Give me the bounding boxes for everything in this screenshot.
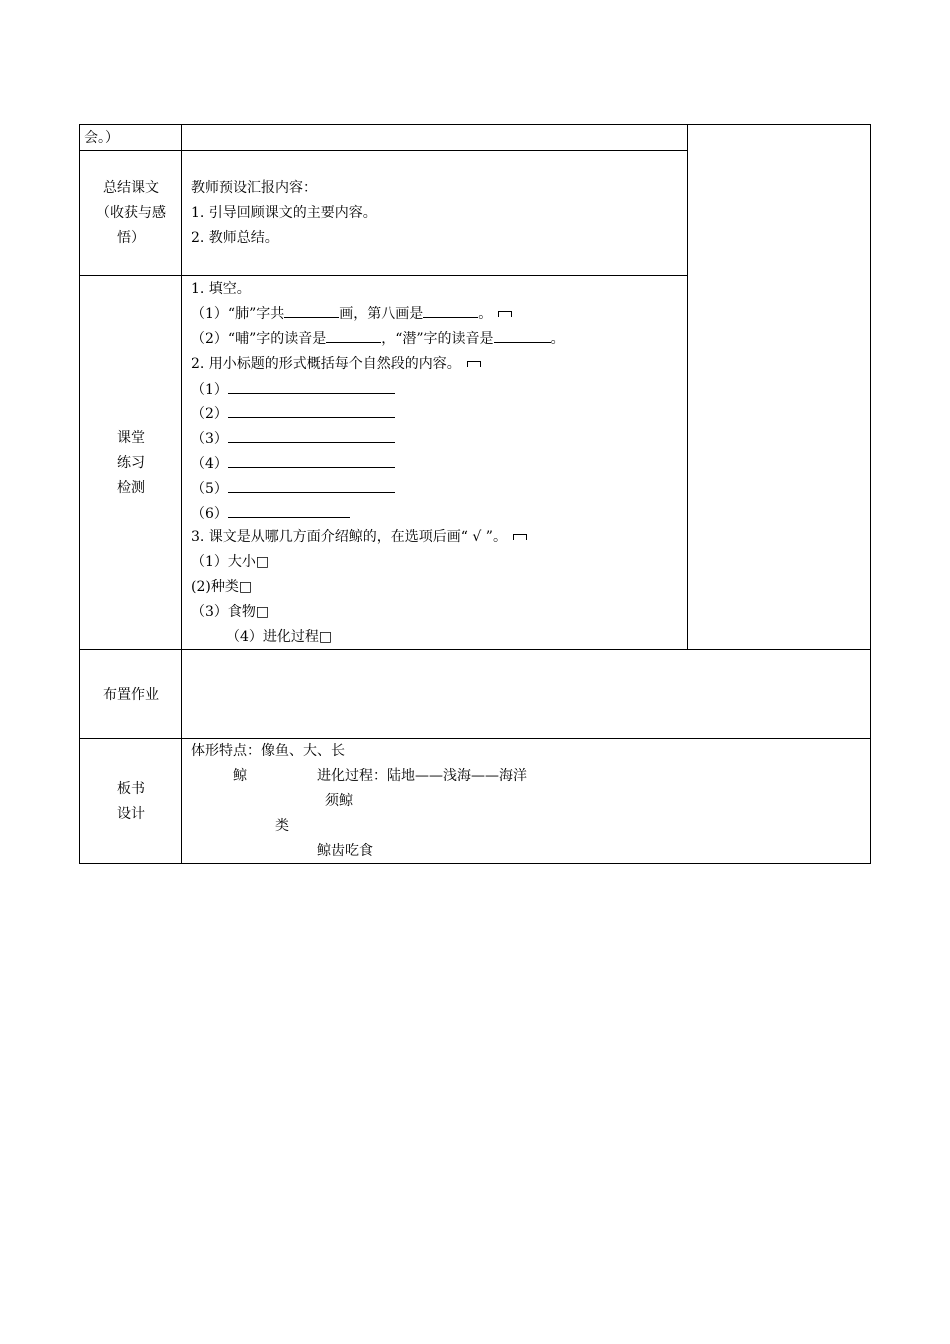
- answer-line: [228, 504, 350, 518]
- question-1-2-text-c: 。: [550, 331, 565, 347]
- answer-blank: [326, 329, 381, 343]
- board-line-3: 须鲸: [325, 793, 353, 809]
- board-line-2-whale: 鲸: [233, 768, 247, 784]
- question-1-1: [191, 304, 512, 323]
- question-1-2-text-a: （2）“哺”字的读音是: [191, 331, 327, 347]
- question-1-1-text-b: 画，第八画是: [339, 306, 424, 322]
- question-2-text: 2. 用小标题的形式概括每个自然段的内容。: [191, 356, 461, 372]
- question-1: 1. 填空。: [191, 281, 251, 297]
- question-2-item-3: [191, 429, 395, 448]
- question-2-item-label: （5）: [191, 481, 228, 497]
- row0-label: 会。）: [84, 130, 119, 146]
- question-2-item-2: [191, 404, 395, 423]
- row-divider-2: [79, 275, 687, 276]
- question-3-text: 3. 课文是从哪几方面介绍鲸的，在选项后画“ √ ”。: [191, 529, 507, 545]
- question-3-option-4: （4）进化过程□: [226, 629, 333, 645]
- answer-line: [228, 479, 395, 493]
- board-label-line2: 设计: [117, 806, 145, 822]
- question-3: [191, 528, 527, 546]
- row-divider-4: [79, 738, 871, 739]
- table-border-bottom: [79, 863, 871, 864]
- column-divider-2: [687, 124, 688, 650]
- answer-line: [228, 404, 395, 418]
- column-divider-1: [181, 124, 182, 864]
- question-2-item-1: [191, 380, 395, 399]
- question-2-item-6: [191, 504, 350, 523]
- question-2-item-label: （2）: [191, 406, 228, 422]
- row-divider-1: [79, 150, 687, 151]
- bracket-mark-icon: [513, 534, 527, 540]
- answer-blank: [423, 304, 478, 318]
- bracket-mark-icon: [467, 361, 481, 367]
- homework-label: 布置作业: [103, 687, 159, 703]
- question-3-option-3: （3）食物□: [191, 604, 270, 620]
- summary-label-line1: 总结课文: [103, 180, 159, 196]
- board-line-2-evolution: 进化过程：陆地——浅海——海洋: [317, 768, 527, 784]
- question-1-1-text-c: 。: [478, 306, 493, 322]
- question-2-item-label: （6）: [191, 506, 228, 522]
- question-3-option-2: (2)种类□: [191, 579, 253, 595]
- answer-blank: [284, 304, 339, 318]
- question-2-item-label: （1）: [191, 382, 228, 398]
- table-border-right: [870, 124, 871, 864]
- board-line-1: 体形特点：像鱼、大、长: [191, 743, 345, 759]
- question-2-item-4: [191, 454, 395, 473]
- question-2-item-5: [191, 479, 395, 498]
- bracket-mark-icon: [498, 311, 512, 317]
- summary-heading: 教师预设汇报内容：: [191, 180, 317, 196]
- answer-line: [228, 454, 395, 468]
- question-2-item-label: （3）: [191, 431, 228, 447]
- question-2-item-label: （4）: [191, 456, 228, 472]
- summary-label-line3: 悟）: [117, 230, 145, 246]
- board-label-line1: 板书: [117, 781, 145, 797]
- summary-item-1: 1. 引导回顾课文的主要内容。: [191, 205, 377, 221]
- practice-label-line3: 检测: [117, 480, 145, 496]
- question-2: [191, 355, 481, 373]
- practice-label-line2: 练习: [117, 455, 145, 471]
- summary-label-line2: （收获与感: [96, 205, 166, 221]
- table-border-top: [79, 124, 871, 125]
- summary-item-2: 2. 教师总结。: [191, 230, 279, 246]
- question-3-option-1: （1）大小□: [191, 554, 270, 570]
- practice-label-line1: 课堂: [117, 430, 145, 446]
- board-line-4: 类: [275, 818, 289, 834]
- row-divider-3: [79, 649, 871, 650]
- table-border-left: [79, 124, 80, 864]
- question-1-1-text-a: （1）“肺”字共: [191, 306, 285, 322]
- answer-blank: [494, 329, 551, 343]
- answer-line: [228, 380, 395, 394]
- question-1-2: [191, 329, 565, 348]
- board-line-5: 鲸齿吃食: [317, 843, 373, 859]
- question-1-2-text-b: ，“潜”字的读音是: [381, 331, 494, 347]
- answer-line: [228, 429, 395, 443]
